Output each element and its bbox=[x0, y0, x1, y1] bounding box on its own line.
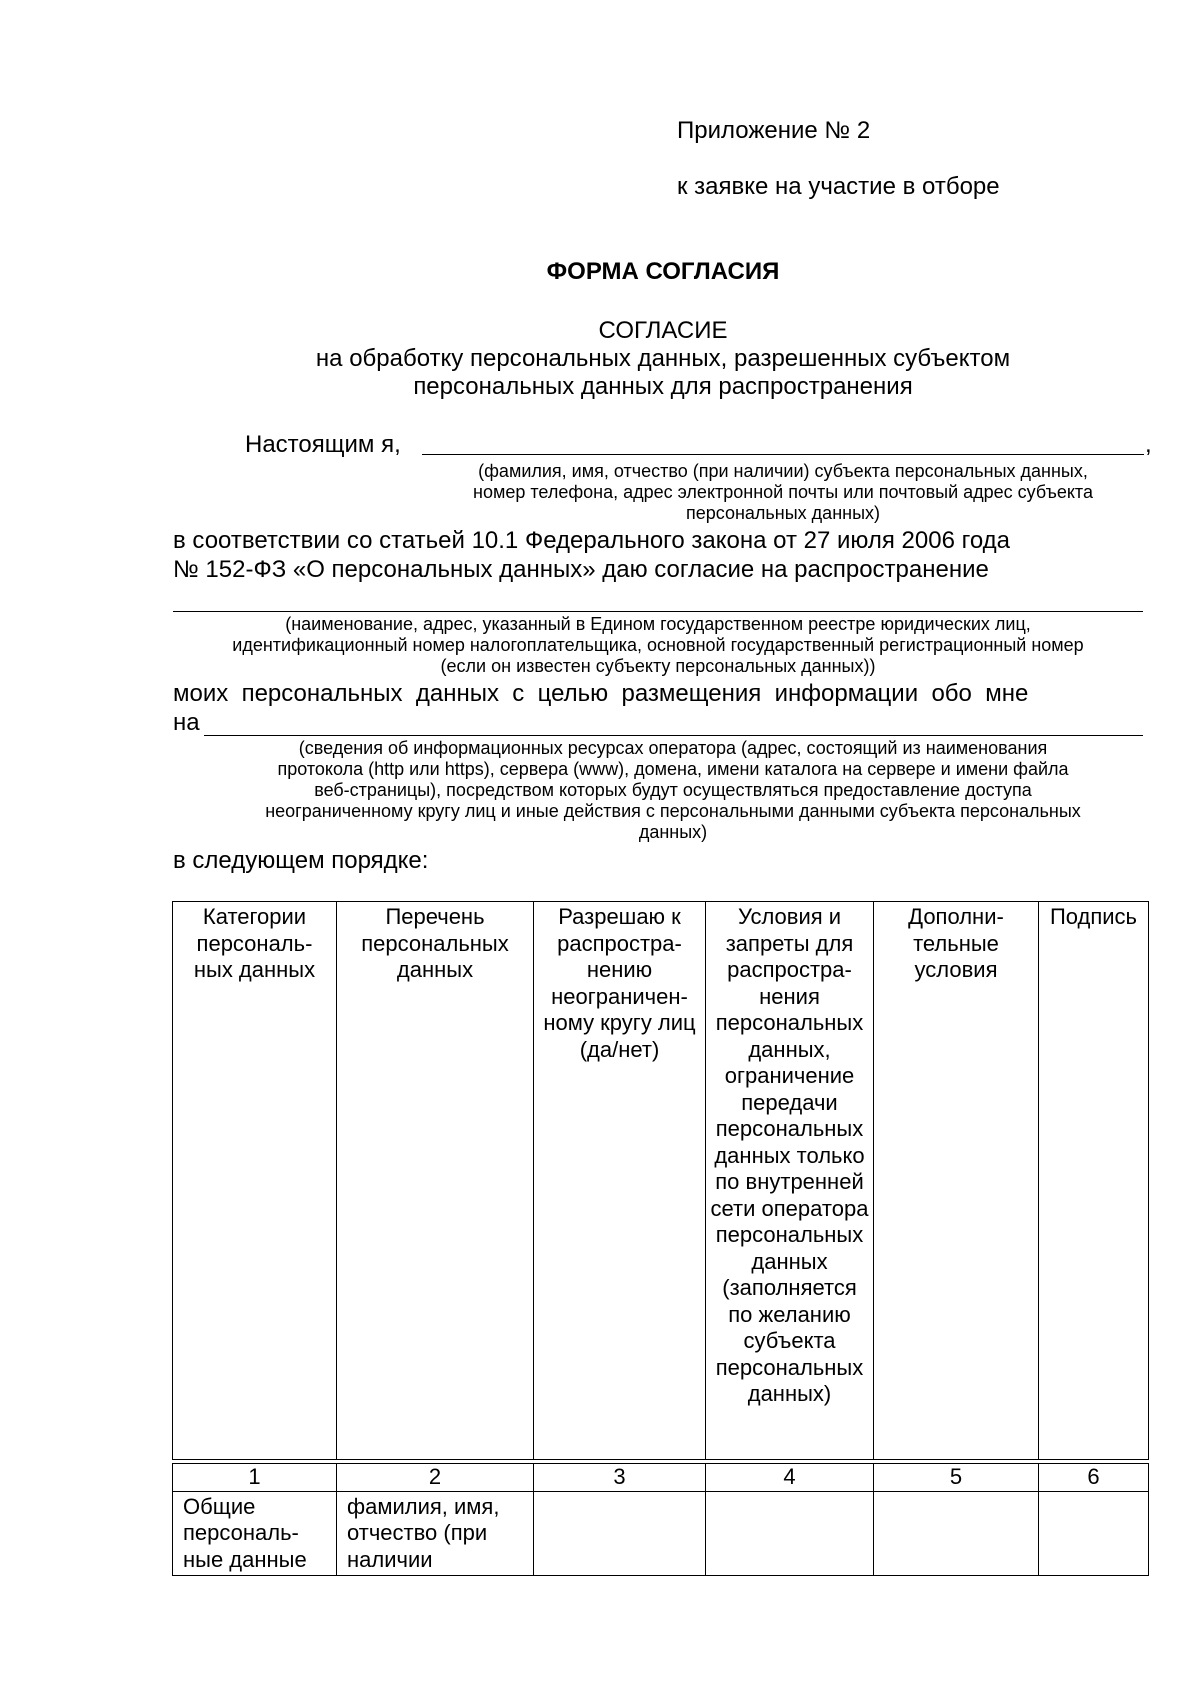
law-line-1: в соответствии со статьей 10.1 Федерального закона от 27 июля 2006 года bbox=[173, 527, 1010, 554]
resource-hint-1: (сведения об информационных ресурсах оператора (адрес, состоящий из наименования bbox=[298, 738, 1048, 758]
purpose-na: на bbox=[173, 709, 200, 736]
operator-hint-3: (если он известен субъекту персональных данных)) bbox=[440, 656, 876, 676]
column-number: 5 bbox=[874, 1464, 1039, 1492]
resource-hint-5: данных) bbox=[638, 822, 708, 842]
header-additional: Дополни- тельные условия bbox=[874, 902, 1039, 1460]
cell-signature[interactable] bbox=[1039, 1491, 1149, 1576]
law-line-2: № 152-ФЗ «О персональных данных» даю согласие на распространение bbox=[173, 556, 989, 583]
column-number: 1 bbox=[173, 1464, 337, 1492]
appendix-subtitle: к заявке на участие в отборе bbox=[677, 173, 1000, 200]
header-categories: Категории персональ- ных данных bbox=[173, 902, 337, 1460]
consent-table-header bbox=[172, 901, 1149, 1460]
consent-table-body bbox=[172, 1463, 1149, 1576]
resource-hint-2: протокола (http или https), сервера (www), домена, имени каталога на сервере и имени файла bbox=[277, 759, 1069, 779]
column-number: 3 bbox=[534, 1464, 706, 1492]
subject-hint-3: персональных данных) bbox=[685, 503, 881, 523]
purpose-line: моих персональных данных с целью размещения информации обо мне bbox=[173, 680, 1029, 707]
operator-hint-2: идентификационный номер налогоплательщика, основной государственный регистрационный номер bbox=[232, 635, 1084, 655]
header-conditions: Условия и запреты для распростра- нения персональных данных, ограничение передачи персональных данных только по внутренней сети оператора персональных данных (заполняется по желанию субъекта персональных данных) bbox=[706, 902, 874, 1460]
subject-hint-1: (фамилия, имя, отчество (при наличии) субъекта персональных данных, bbox=[478, 461, 1088, 481]
header-signature: Подпись bbox=[1039, 902, 1149, 1460]
intro-comma: , bbox=[1145, 431, 1152, 458]
table-row bbox=[173, 1491, 1149, 1576]
column-number: 4 bbox=[706, 1464, 874, 1492]
column-number: 2 bbox=[337, 1464, 534, 1492]
subject-fill-line bbox=[422, 454, 1144, 455]
appendix-number: Приложение № 2 bbox=[677, 117, 871, 144]
column-number: 6 bbox=[1039, 1464, 1149, 1492]
intro-text: Настоящим я, bbox=[245, 431, 401, 458]
consent-title: СОГЛАСИЕ bbox=[598, 317, 728, 344]
cell-conditions[interactable] bbox=[706, 1491, 874, 1576]
resource-hint-4: неограниченному кругу лиц и иные действия с персональными данными субъекта персональных bbox=[265, 801, 1081, 821]
cell-data-list: фамилия, имя, отчество (при наличии bbox=[337, 1491, 534, 1576]
operator-hint-1: (наименование, адрес, указанный в Едином государственном реестре юридических лиц, bbox=[285, 614, 1031, 634]
consent-subtitle-1: на обработку персональных данных, разрешенных субъектом bbox=[315, 345, 1011, 372]
resource-hint-3: веб-страницы), посредством которых будут осуществляться предоставление доступа bbox=[314, 780, 1032, 800]
header-permission: Разрешаю к распростра- нению неограничен- ному кругу лиц (да/нет) bbox=[534, 902, 706, 1460]
cell-category: Общие персональ- ные данные bbox=[173, 1491, 337, 1576]
table-number-row bbox=[173, 1464, 1149, 1492]
consent-subtitle-2: персональных данных для распространения bbox=[413, 373, 913, 400]
resource-fill-line bbox=[204, 735, 1143, 736]
header-list: Перечень персональных данных bbox=[337, 902, 534, 1460]
cell-additional[interactable] bbox=[874, 1491, 1039, 1576]
form-title: ФОРМА СОГЛАСИЯ bbox=[546, 258, 780, 285]
order-text: в следующем порядке: bbox=[173, 847, 429, 874]
subject-hint-2: номер телефона, адрес электронной почты или почтовый адрес субъекта bbox=[473, 482, 1093, 502]
operator-fill-line bbox=[173, 611, 1143, 612]
cell-permission[interactable] bbox=[534, 1491, 706, 1576]
